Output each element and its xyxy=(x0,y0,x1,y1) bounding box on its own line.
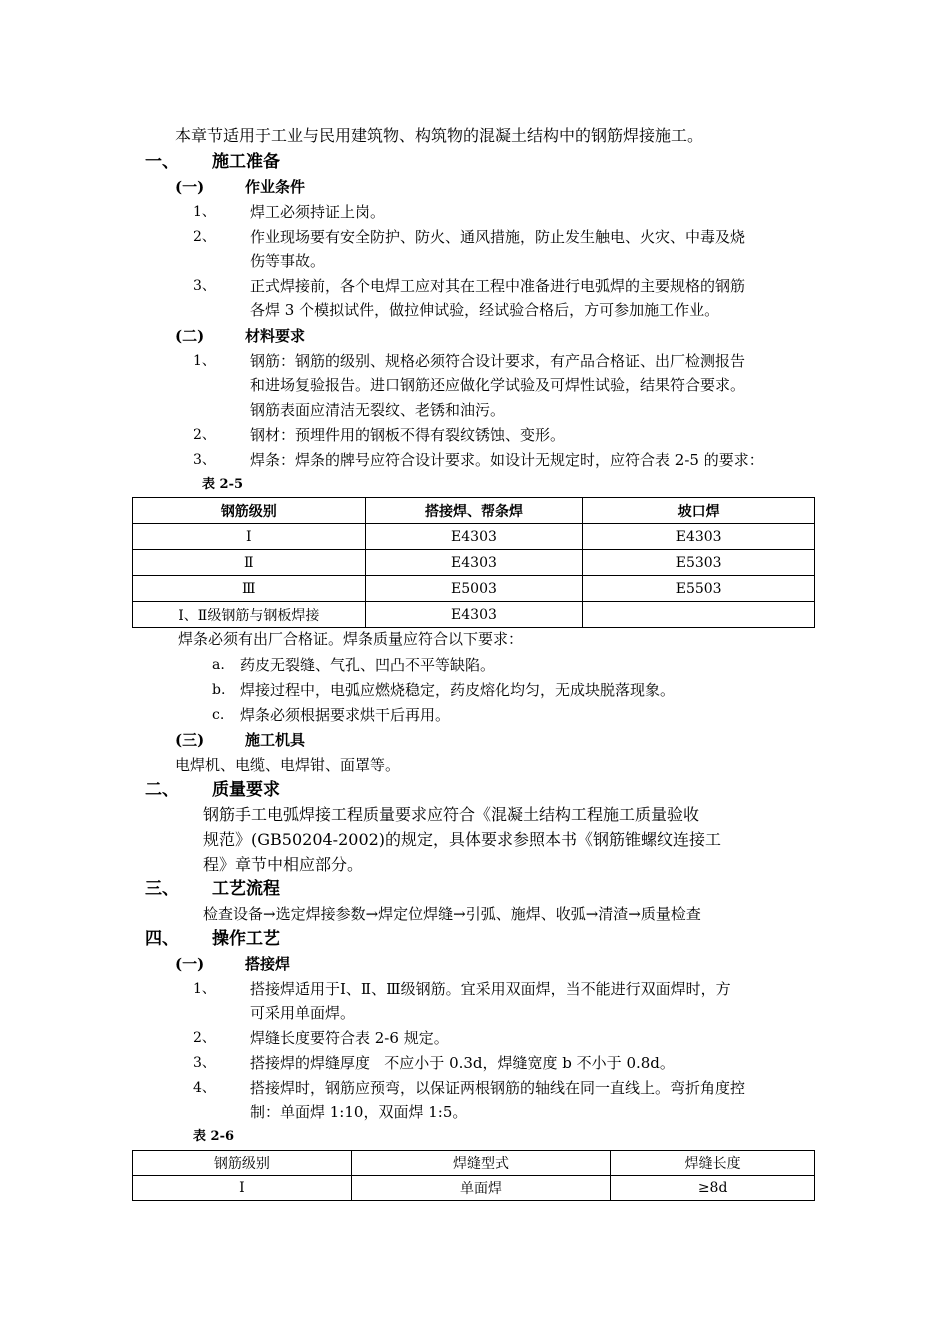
subsection-1c-title: 施工机具 xyxy=(245,731,306,749)
table-row xyxy=(133,576,815,602)
item-text: 钢筋表面应清洁无裂纹、老锈和油污。 xyxy=(250,401,506,419)
item-text: 和进场复验报告。进口钢筋还应做化学试验及可焊性试验，结果符合要求。 xyxy=(250,376,746,394)
table-cell: E4303 xyxy=(365,524,583,550)
section-1-number: 一、 xyxy=(145,152,179,172)
table-2-6 xyxy=(132,1150,815,1201)
after-table-text: 焊条必须有出厂合格证。焊条质量应符合以下要求： xyxy=(178,630,524,648)
table-header-cell: 搭接焊、帮条焊 xyxy=(365,498,583,524)
item-text: 搭接焊适用于Ⅰ、Ⅱ、Ⅲ级钢筋。宜采用双面焊，当不能进行双面焊时，方 xyxy=(250,980,731,998)
item-number: 3、 xyxy=(193,278,216,294)
table-header-cell: 钢筋级别 xyxy=(133,1151,352,1176)
table-cell: Ⅰ xyxy=(133,1176,352,1201)
table-header-cell: 焊缝长度 xyxy=(611,1151,815,1176)
table-cell: Ⅰ、Ⅱ级钢筋与钢板焊接 xyxy=(133,602,366,628)
table-cell: Ⅲ xyxy=(133,576,366,602)
quality-text: 规范》(GB50204-2002)的规定，具体要求参照本书《钢筋锥螺纹连接工 xyxy=(203,830,722,849)
subsection-1b-number: (二) xyxy=(175,327,205,345)
table-header-row xyxy=(133,498,815,524)
item-number: 1、 xyxy=(193,353,216,369)
item-number: 1、 xyxy=(193,204,216,220)
table-row xyxy=(133,602,815,628)
item-number: 3、 xyxy=(193,1055,216,1071)
tools-text: 电焊机、电缆、电焊钳、面罩等。 xyxy=(175,756,401,774)
section-1-title: 施工准备 xyxy=(212,152,280,172)
process-flow-text: 检查设备→选定焊接参数→焊定位焊缝→引弧、施焊、收弧→清渣→质量检查 xyxy=(203,905,701,923)
table-cell: E5003 xyxy=(365,576,583,602)
item-text: 作业现场要有安全防护、防火、通风措施，防止发生触电、火灾、中毒及烧 xyxy=(250,228,746,246)
section-3-title: 工艺流程 xyxy=(212,879,280,899)
table-header-cell: 坡口焊 xyxy=(583,498,815,524)
sub-item-number: a. xyxy=(212,657,225,673)
table-cell: Ⅰ xyxy=(133,524,366,550)
section-3-number: 三、 xyxy=(145,879,179,899)
item-text: 可采用单面焊。 xyxy=(250,1004,356,1022)
sub-item-text: 药皮无裂缝、气孔、凹凸不平等缺陷。 xyxy=(240,656,496,674)
sub-item-text: 焊接过程中，电弧应燃烧稳定，药皮熔化均匀，无成块脱落现象。 xyxy=(240,681,676,699)
item-text: 各焊 3 个模拟试件，做拉伸试验，经试验合格后，方可参加施工作业。 xyxy=(250,301,720,319)
item-text: 搭接焊的焊缝厚度 不应小于 0.3d，焊缝宽度 b 不小于 0.8d。 xyxy=(250,1054,675,1072)
item-number: 2、 xyxy=(193,229,216,245)
sub-item-number: b. xyxy=(212,682,226,698)
item-number: 2、 xyxy=(193,1030,216,1046)
sub-item-text: 焊条必须根据要求烘干后再用。 xyxy=(240,706,451,724)
item-text: 钢筋：钢筋的级别、规格必须符合设计要求，有产品合格证、出厂检测报告 xyxy=(250,352,746,370)
item-number: 1、 xyxy=(193,981,216,997)
table-row xyxy=(133,1176,815,1201)
table-cell: E4303 xyxy=(365,602,583,628)
item-number: 2、 xyxy=(193,427,216,443)
table-cell: Ⅱ xyxy=(133,550,366,576)
table-2-5 xyxy=(132,497,815,628)
table-header-cell: 焊缝型式 xyxy=(351,1151,611,1176)
item-number: 4、 xyxy=(193,1080,216,1096)
item-text: 伤等事故。 xyxy=(250,252,326,270)
subsection-1a-number: (一) xyxy=(175,178,205,196)
item-text: 钢材：预埋件用的钢板不得有裂纹锈蚀、变形。 xyxy=(250,426,566,444)
item-text: 搭接焊时，钢筋应预弯，以保证两根钢筋的轴线在同一直线上。弯折角度控 xyxy=(250,1079,746,1097)
sub-item-number: c. xyxy=(212,707,225,723)
item-text: 制：单面焊 1:10，双面焊 1:5。 xyxy=(250,1103,468,1121)
table-row xyxy=(133,524,815,550)
table-cell: E4303 xyxy=(583,524,815,550)
item-text: 焊条：焊条的牌号应符合设计要求。如设计无规定时，应符合表 2-5 的要求： xyxy=(250,451,764,469)
table-header-row xyxy=(133,1151,815,1176)
item-text: 焊缝长度要符合表 2-6 规定。 xyxy=(250,1029,449,1047)
table-cell: E5303 xyxy=(583,550,815,576)
intro-text: 本章节适用于工业与民用建筑物、构筑物的混凝土结构中的钢筋焊接施工。 xyxy=(175,126,704,145)
quality-text: 钢筋手工电弧焊接工程质量要求应符合《混凝土结构工程施工质量验收 xyxy=(203,805,700,824)
subsection-1b-title: 材料要求 xyxy=(245,327,306,345)
table-cell: 单面焊 xyxy=(351,1176,611,1201)
subsection-1a-title: 作业条件 xyxy=(245,178,306,196)
table-cell: E4303 xyxy=(365,550,583,576)
section-4-title: 操作工艺 xyxy=(212,929,280,949)
table-cell: E5503 xyxy=(583,576,815,602)
section-2-title: 质量要求 xyxy=(212,780,280,800)
table-header-cell: 钢筋级别 xyxy=(133,498,366,524)
item-text: 焊工必须持证上岗。 xyxy=(250,203,386,221)
subsection-4a-number: (一) xyxy=(175,955,205,973)
subsection-4a-title: 搭接焊 xyxy=(245,955,291,973)
item-number: 3、 xyxy=(193,452,216,468)
table-cell: ≥8d xyxy=(611,1176,815,1201)
item-text: 正式焊接前，各个电焊工应对其在工程中准备进行电弧焊的主要规格的钢筋 xyxy=(250,277,746,295)
section-4-number: 四、 xyxy=(145,929,179,949)
table-2-6-caption: 表 2-6 xyxy=(193,1129,235,1144)
table-row xyxy=(133,550,815,576)
quality-text: 程》章节中相应部分。 xyxy=(203,855,364,874)
section-2-number: 二、 xyxy=(145,780,179,800)
subsection-1c-number: (三) xyxy=(175,731,205,749)
table-2-5-caption: 表 2-5 xyxy=(202,477,244,492)
table-cell xyxy=(583,602,815,628)
